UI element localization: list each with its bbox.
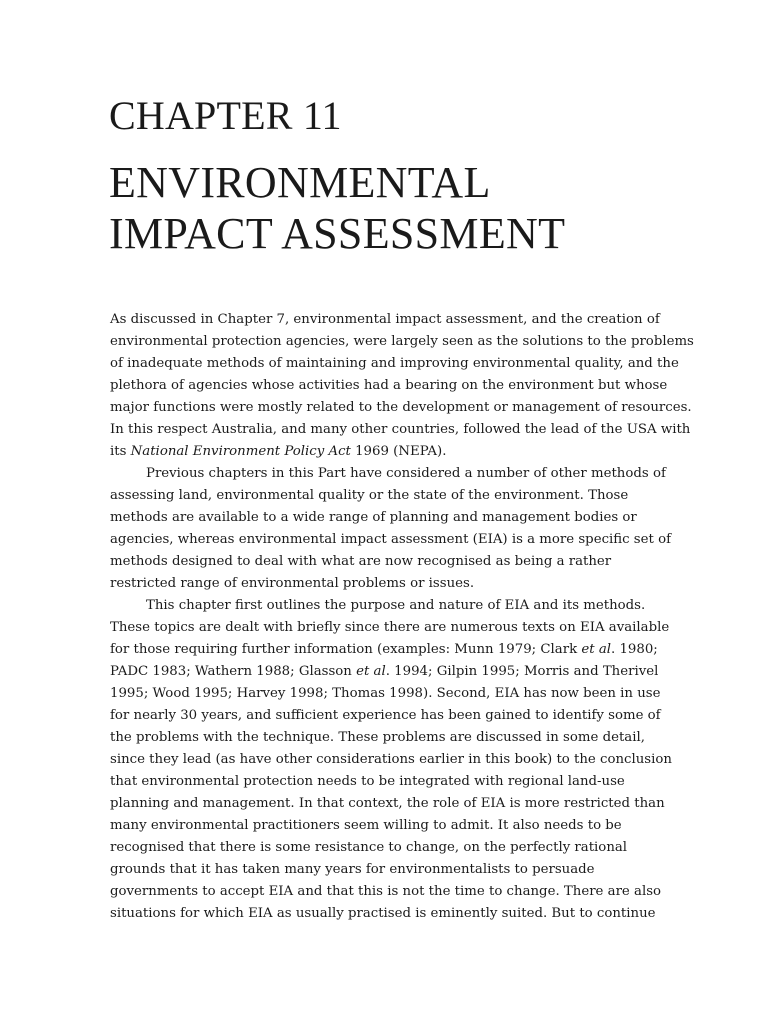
citation-et-al: et al — [581, 642, 611, 657]
text-line: This chapter first outlines the purpose and nature of EIA and its methods. — [146, 598, 646, 613]
text-line: since they lead (as have other considerations earlier in this book) to the conclusion — [110, 752, 672, 767]
text-line: planning and management. In that context, the role of EIA is more restricted than — [110, 796, 665, 811]
text-line: the problems with the technique. These problems are discussed in some detail, — [110, 730, 645, 745]
text-line: grounds that it has taken many years for environmentalists to persuade — [110, 862, 595, 877]
text-line: plethora of agencies whose activities had a bearing on the environment but whose — [110, 378, 668, 393]
text-line: PADC 1983; Wathern 1988; Glasson et al. 1994; Gilpin 1995; Morris and Therivel — [110, 664, 659, 679]
text-line: recognised that there is some resistance to change, on the perfectly rational — [110, 840, 628, 855]
text-line: agencies, whereas environmental impact assessment (EIA) is a more specific set of — [110, 532, 671, 547]
text-line: that environmental protection needs to be integrated with regional land-use — [110, 774, 625, 789]
act-title: National Environment Policy Act — [130, 444, 351, 459]
body-text — [110, 309, 710, 925]
citation-et-al: et al — [356, 664, 386, 679]
text-line: These topics are dealt with briefly since there are numerous texts on EIA available — [110, 620, 670, 635]
text-line: 1995; Wood 1995; Harvey 1998; Thomas 1998). Second, EIA has now been in use — [110, 686, 661, 701]
text-line: restricted range of environmental problems or issues. — [110, 576, 475, 591]
text-line: governments to accept EIA and that this is not the time to change. There are also — [110, 884, 662, 899]
text-line: methods are available to a wide range of planning and management bodies or — [110, 510, 637, 525]
chapter-title-line: IMPACT ASSESSMENT — [109, 209, 566, 258]
text-line: many environmental practitioners seem willing to admit. It also needs to be — [110, 818, 622, 833]
text-line: its National Environment Policy Act 1969 (NEPA). — [110, 444, 447, 459]
chapter-title — [109, 157, 565, 259]
text-line: assessing land, environmental quality or the state of the environment. Those — [110, 488, 629, 503]
text-line: As discussed in Chapter 7, environmental impact assessment, and the creation of — [110, 312, 660, 327]
text-line: Previous chapters in this Part have considered a number of other methods of — [146, 466, 666, 481]
text-line: of inadequate methods of maintaining and improving environmental quality, and the — [110, 356, 679, 371]
text-line: major functions were mostly related to the development or management of resources. — [110, 400, 692, 415]
chapter-title-line: ENVIRONMENTAL — [109, 158, 491, 207]
text-line: methods designed to deal with what are now recognised as being a rather — [110, 554, 612, 569]
chapter-number: CHAPTER 11 — [109, 93, 342, 138]
text-line: situations for which EIA as usually practised is eminently suited. But to continue — [110, 906, 656, 921]
text-line: In this respect Australia, and many other countries, followed the lead of the USA with — [110, 422, 691, 437]
text-line: for nearly 30 years, and sufficient experience has been gained to identify some of — [110, 708, 661, 723]
text-line: environmental protection agencies, were largely seen as the solutions to the problems — [110, 334, 694, 349]
text-line: for those requiring further information (examples: Munn 1979; Clark et al. 1980; — [110, 642, 658, 657]
